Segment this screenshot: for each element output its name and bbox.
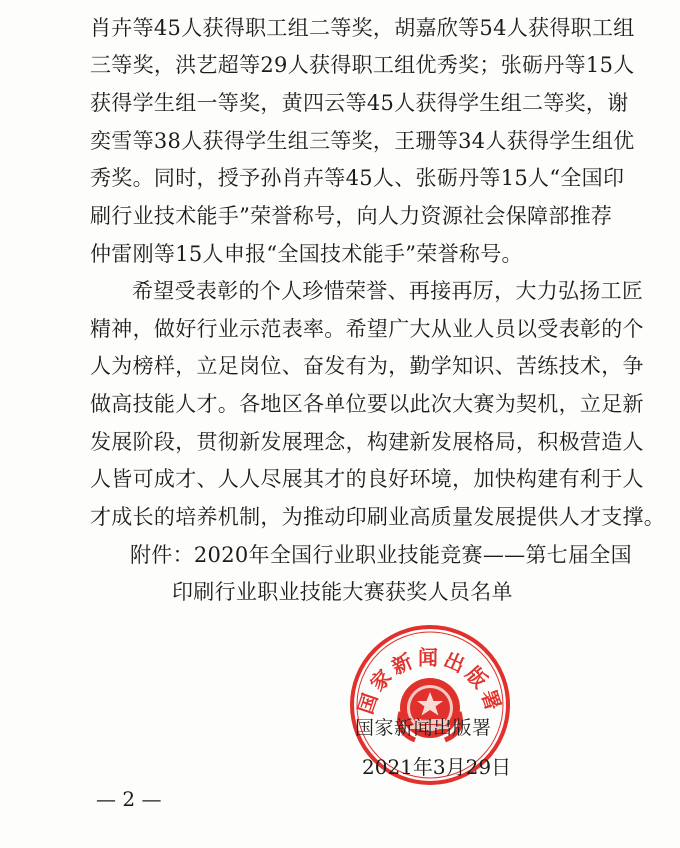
- seal-arc-text: 国家新闻出版署: [353, 645, 507, 718]
- body-line-10: 人为榜样，立足岗位、奋发有为，勤学知识、苦练技术，争: [90, 354, 644, 378]
- body-line-9: 精神，做好行业示范表率。希望广大从业人员以受表彰的个: [90, 317, 644, 341]
- body-line-14: 才成长的培养机制，为推动印刷业高质量发展提供人才支撑。: [90, 505, 666, 529]
- body-line-5: 秀奖。同时，授予孙肖卉等45人、张砺丹等15人“全国印: [90, 166, 625, 190]
- body-line-13: 人皆可成才、人人尽展其才的良好环境，加快构建有利于人: [90, 467, 644, 491]
- attachment-line-1: 附件：2020年全国行业职业技能竞赛——第七届全国: [130, 543, 632, 567]
- body-line-8: 希望受表彰的个人珍惜荣誉、再接再厉，大力弘扬工匠: [132, 279, 644, 303]
- body-line-2: 三等奖，洪艺超等29人获得职工组优秀奖；张砺丹等15人: [90, 53, 635, 77]
- issue-date: 2021年3月29日: [362, 755, 512, 779]
- issuer-signature: 国家新闻出版署: [355, 717, 492, 739]
- body-line-11: 做高技能人才。各地区各单位要以此次大赛为契机，立足新: [90, 392, 644, 416]
- body-line-12: 发展阶段，贯彻新发展理念，构建新发展格局，积极营造人: [90, 430, 644, 454]
- body-line-1: 肖卉等45人获得职工组二等奖，胡嘉欣等54人获得职工组: [90, 16, 635, 40]
- page-number: — 2 —: [96, 787, 162, 811]
- attachment-line-2: 印刷行业职业技能大赛获奖人员名单: [172, 580, 513, 604]
- body-line-7: 仲雷刚等15人申报“全国技术能手”荣誉称号。: [90, 242, 523, 266]
- body-line-4: 奕雪等38人获得学生组三等奖，王珊等34人获得学生组优: [90, 129, 635, 153]
- body-line-3: 获得学生组一等奖，黄四云等45人获得学生组二等奖，谢: [90, 91, 629, 115]
- body-line-6: 刷行业技术能手”荣誉称号，向人力资源社会保障部推荐: [90, 204, 613, 228]
